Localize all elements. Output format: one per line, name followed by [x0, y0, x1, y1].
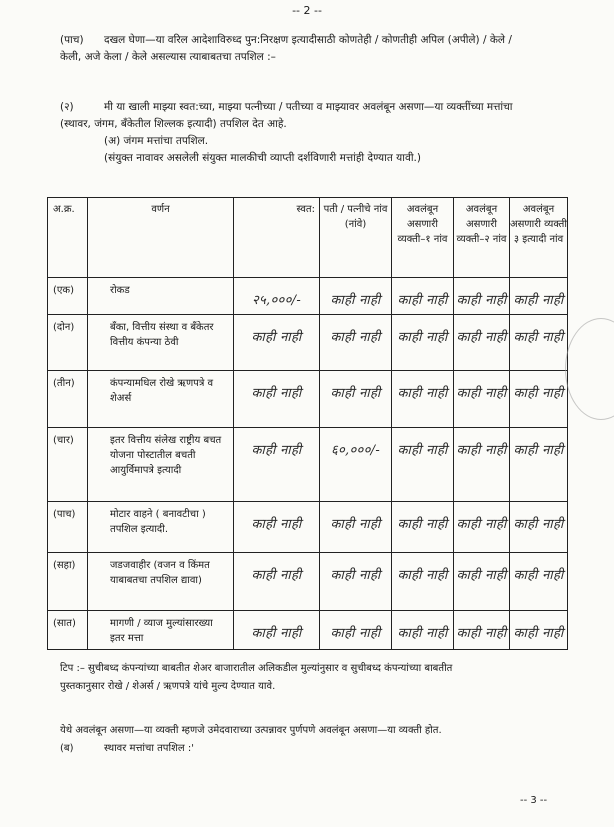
paragraph-line: (स्थावर, जंगम, बँकेतील शिल्लक इत्यादी) तपशिल देत आहे.: [60, 118, 287, 130]
table-row: [48, 428, 568, 502]
table-row: [48, 611, 568, 650]
cell-dependent-2: काही नाही: [454, 611, 510, 650]
note-block: [60, 660, 580, 696]
cell-dependent-2: काही नाही: [454, 278, 510, 315]
row-description: इतर वित्तीय संलेख राष्ट्रीय बचत योजना पोस्टातील बचती आयुर्विमापत्रे इत्यादी: [88, 428, 234, 502]
cell-spouse: काही नाही: [320, 553, 392, 611]
paragraph-line: दखल घेणा—या वरिल आदेशाविरुध्द पुन:निरक्षण इत्यादीसाठी कोणतेही / कोणतीही अपिल (अपीले) / केले /: [104, 34, 512, 46]
row-description: जडजवाहीर (वजन व किंमत याबाबतचा तपशिल द्यावा): [88, 553, 234, 611]
cell-dependent-3: काही नाही: [510, 315, 568, 371]
paragraph-line: (अ) जंगम मत्तांचा तपशिल.: [104, 135, 209, 147]
page-number-top: -- 2 --: [292, 4, 322, 17]
row-description: रोकड: [88, 278, 234, 315]
cell-dependent-3: काही नाही: [510, 371, 568, 428]
paragraph-line: (संयुक्त नावावर असलेली संयुक्त मालकीची व्याप्ती दर्शविणारी मत्तांही देण्यात यावी.): [104, 152, 421, 164]
row-description: कंपन्यामधिल रोखे ऋणपत्रे व शेअर्स: [88, 371, 234, 428]
cell-dependent-1: काही नाही: [392, 502, 454, 553]
cell-spouse: काही नाही: [320, 611, 392, 650]
movable-assets-table: [47, 197, 568, 650]
note-line: पुस्तकानुसार रोखे / शेअर्स / ऋणपत्रे यांचे मुल्य देण्यात यावे.: [60, 681, 276, 692]
paragraph-assets-intro: [60, 99, 570, 167]
section-heading: स्थावर मत्तांचा तपशिल :': [104, 743, 194, 754]
cell-self: काही नाही: [234, 371, 320, 428]
header-spouse: पती / पत्नीचे नांव (नांवे): [320, 198, 392, 278]
header-self: स्वत:: [234, 198, 320, 278]
header-dependent-1: अवलंबून असणारी व्यक्ती–१ नांव: [392, 198, 454, 278]
table-row: [48, 371, 568, 428]
table-row: [48, 502, 568, 553]
row-serial: (तीन): [48, 371, 88, 428]
paragraph-line: केली, अजे केला / केले असल्यास त्याबाबतचा तपशिल :–: [60, 51, 276, 63]
cell-dependent-1: काही नाही: [392, 278, 454, 315]
stamp-seal: [565, 318, 614, 420]
row-serial: (पाच): [48, 502, 88, 553]
header-dependent-3: अवलंबून असणारी व्यक्ती ३ इत्यादी नांव: [510, 198, 568, 278]
header-description: वर्णन: [88, 198, 234, 278]
cell-dependent-1: काही नाही: [392, 553, 454, 611]
table-header-row: [48, 198, 568, 278]
cell-dependent-2: काही नाही: [454, 553, 510, 611]
cell-dependent-2: काही नाही: [454, 315, 510, 371]
cell-dependent-1: काही नाही: [392, 371, 454, 428]
note-line: टिप :– सुचीबध्द कंपन्यांच्या बाबतीत शेअर बाजारातील अलिकडील मुल्यांनुसार व सुचीबध्द कंपन्यांच्या बाबतीत: [60, 663, 453, 674]
cell-self: काही नाही: [234, 315, 320, 371]
table-row: [48, 278, 568, 315]
cell-self: काही नाही: [234, 611, 320, 650]
cell-dependent-3: काही नाही: [510, 611, 568, 650]
row-serial: (सात): [48, 611, 88, 650]
section-number: (ब): [60, 743, 74, 754]
paragraph-number: (पाच): [60, 34, 84, 46]
table-row: [48, 553, 568, 611]
cell-dependent-1: काही नाही: [392, 315, 454, 371]
cell-self: काही नाही: [234, 428, 320, 502]
row-description: बँका, वित्तीय संस्था व बँकेतर वित्तीय कंपन्या ठेवी: [88, 315, 234, 371]
table-row: [48, 315, 568, 371]
cell-dependent-2: काही नाही: [454, 428, 510, 502]
cell-dependent-1: काही नाही: [392, 611, 454, 650]
row-serial: (चार): [48, 428, 88, 502]
header-dependent-2: अवलंबून असणारी व्यक्ती–२ नांव: [454, 198, 510, 278]
cell-dependent-2: काही नाही: [454, 502, 510, 553]
cell-dependent-3: काही नाही: [510, 428, 568, 502]
paragraph-appeal: [60, 32, 570, 66]
cell-spouse: काही नाही: [320, 371, 392, 428]
cell-dependent-3: काही नाही: [510, 278, 568, 315]
cell-dependent-3: काही नाही: [510, 553, 568, 611]
cell-dependent-3: काही नाही: [510, 502, 568, 553]
paragraph-number: (२): [60, 101, 74, 113]
cell-spouse: ६०,०००/-: [320, 428, 392, 502]
cell-self: २५,०००/-: [234, 278, 320, 315]
cell-dependent-1: काही नाही: [392, 428, 454, 502]
header-serial: अ.क्र.: [48, 198, 88, 278]
paragraph-line: मी या खाली माझ्या स्वत:च्या, माझ्या पत्नीच्या / पतीच्या व माझ्यावर अवलंबून असणा—या व्यक्तींच्या मत्तांचा: [104, 101, 513, 113]
cell-spouse: काही नाही: [320, 278, 392, 315]
cell-self: काही नाही: [234, 553, 320, 611]
row-serial: (सहा): [48, 553, 88, 611]
cell-self: काही नाही: [234, 502, 320, 553]
row-serial: (दोन): [48, 315, 88, 371]
page-number-bottom: -- 3 --: [520, 795, 548, 806]
cell-spouse: काही नाही: [320, 315, 392, 371]
row-description: मागणी / व्याज मुल्यांसारख्या इतर मत्ता: [88, 611, 234, 650]
note-line: येथे अवलंबून असणा—या व्यक्ती म्हणजे उमेदवाराच्या उत्पन्नावर पुर्णपणे अवलंबून असणा—या व्यक्ती होत.: [60, 725, 442, 736]
cell-spouse: काही नाही: [320, 502, 392, 553]
row-description: मोटार वाहने ( बनावटीचा ) तपशिल इत्यादी.: [88, 502, 234, 553]
dependents-definition: [60, 722, 580, 758]
row-serial: (एक): [48, 278, 88, 315]
cell-dependent-2: काही नाही: [454, 371, 510, 428]
